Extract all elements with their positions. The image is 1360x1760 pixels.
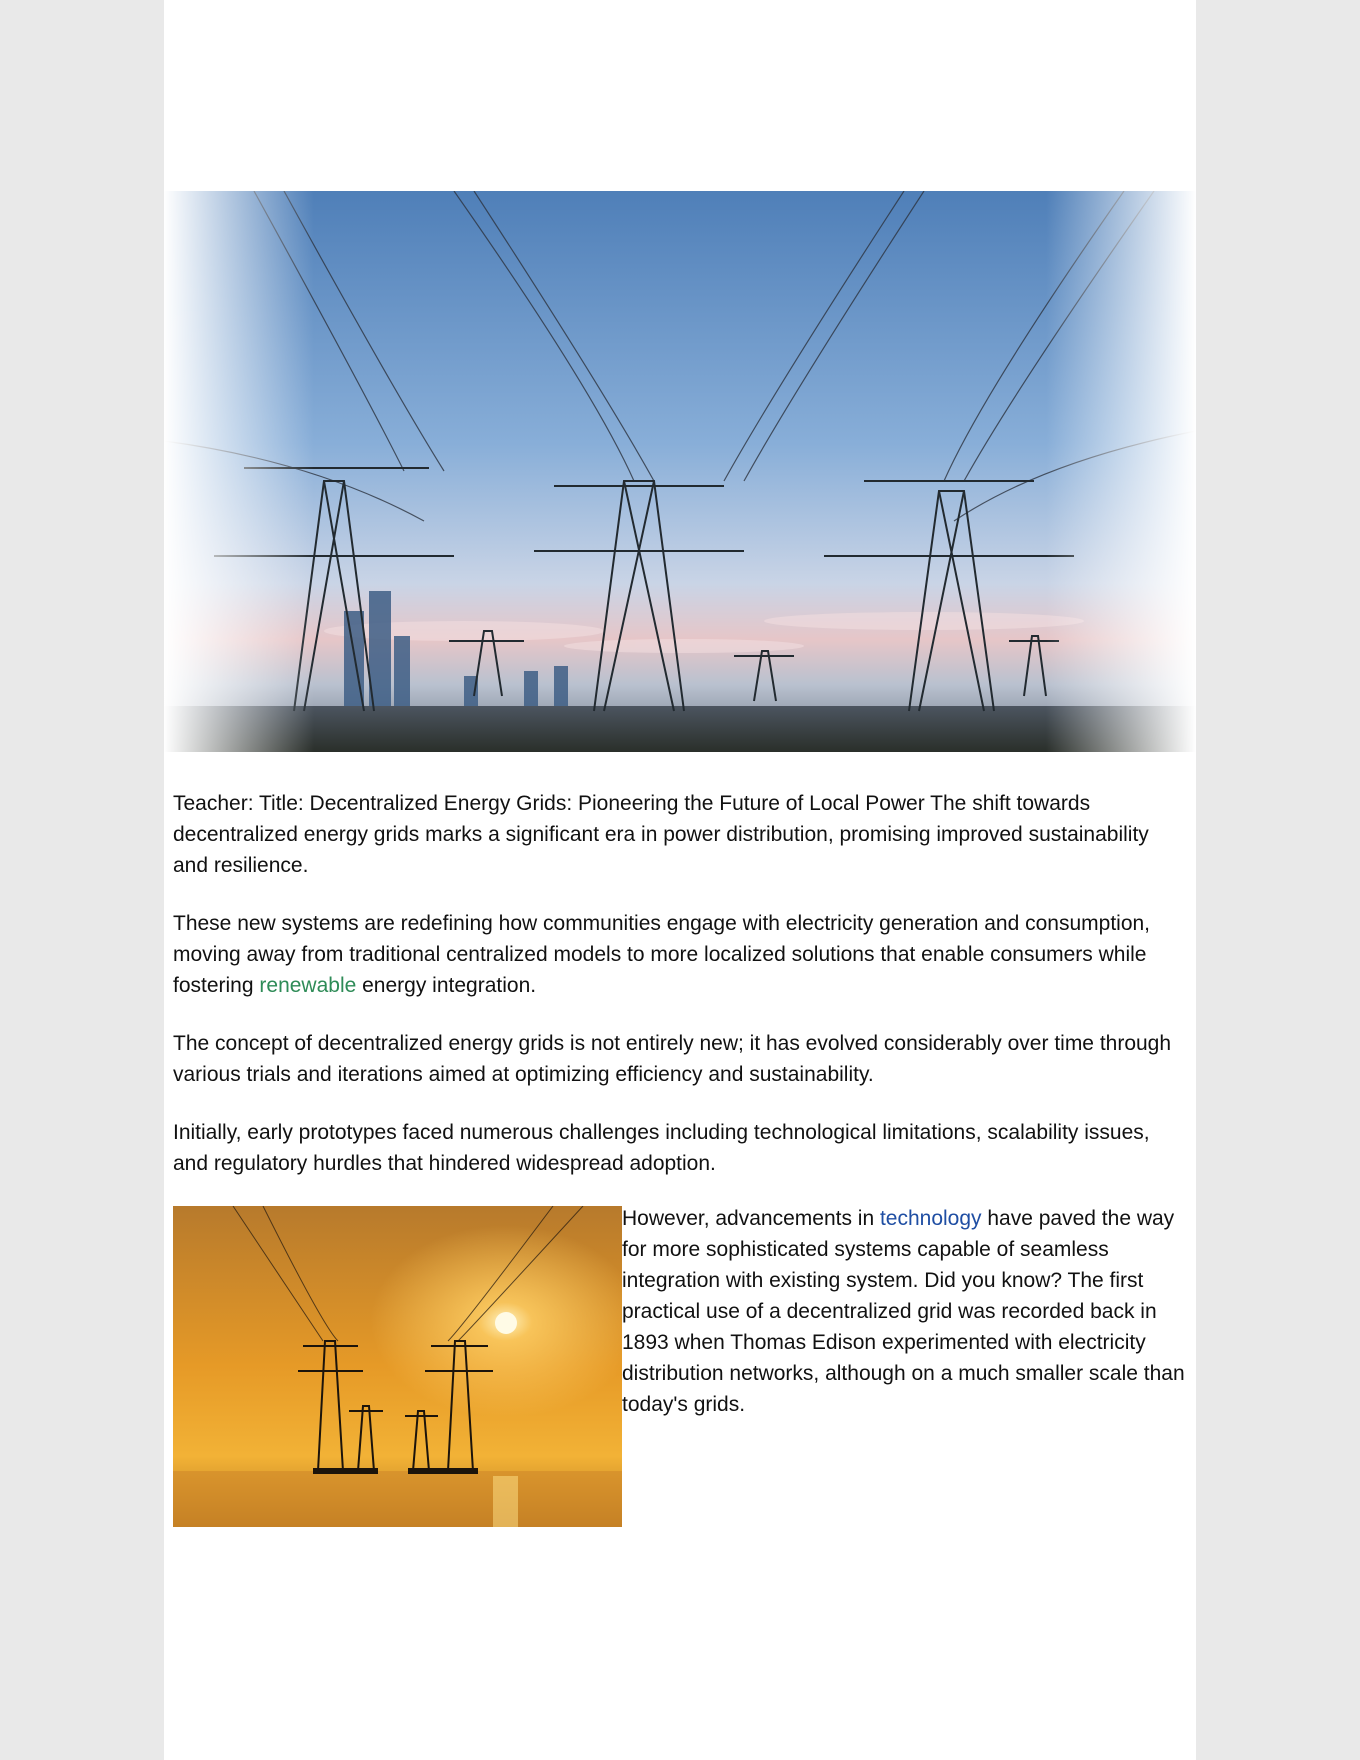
renewable-link[interactable]: renewable (259, 974, 357, 997)
paragraph-advancements-text-start: However, advancements in (622, 1207, 880, 1230)
paragraph-intro: Teacher: Title: Decentralized Energy Grids: Pioneering the Future of Local Power The shift towards decentralized energy grids marks a significant era in power distribution, promising improved sustainability and resilience. (173, 792, 1149, 877)
paragraph-systems (173, 908, 1187, 1001)
article-body (173, 788, 1187, 1527)
paragraph-advancements-text-end: have paved the way for more sophisticated systems capable of seamless integration with existing system. Did you know? The first practical use of a decentralized grid was recorded back in 1893 when Thomas Edison experimented with electricity distribution networks, although on a much smaller scale than today's grids. (622, 1207, 1185, 1416)
paragraph-concept: The concept of decentralized energy grids is not entirely new; it has evolved considerably over time through various trials and iterations aimed at optimizing efficiency and sustainability. (173, 1032, 1172, 1086)
paragraph-systems-text-start: These new systems are redefining how communities engage with electricity generation and consumption, moving away from traditional centralized models to more localized solutions that enable consumers while fostering (173, 912, 1151, 997)
technology-link[interactable]: technology (879, 1207, 982, 1230)
sunset-power-lines-image (173, 1206, 622, 1527)
paragraph-systems-text-end: energy integration. (356, 974, 537, 997)
paragraph-prototypes: Initially, early prototypes faced numerous challenges including technological limitations, scalability issues, and regulatory hurdles that hindered widespread adoption. (173, 1121, 1150, 1175)
document-page (164, 0, 1196, 1760)
hero-power-lines-image (164, 191, 1196, 752)
paragraph-advancements (622, 1203, 1187, 1420)
image-text-row (173, 1206, 1187, 1527)
